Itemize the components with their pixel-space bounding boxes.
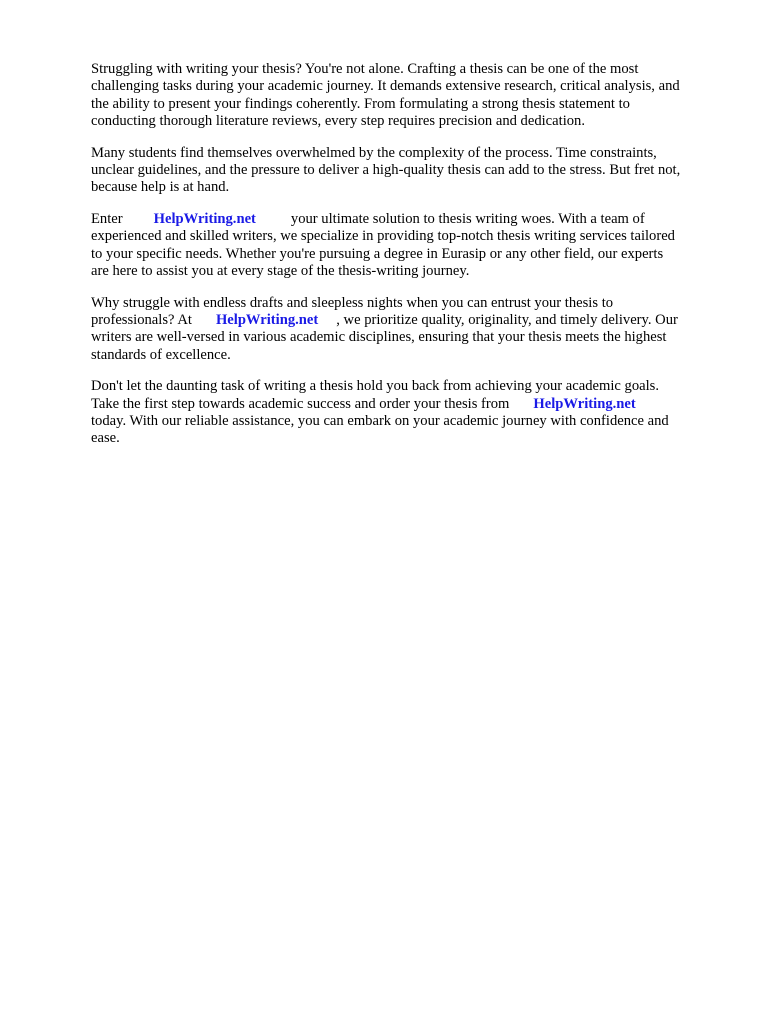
text-line: Many students find themselves overwhelmed by the complexity of the process. Time constraints, <box>91 144 657 161</box>
text-line: Why struggle with endless drafts and sleepless nights when you can entrust your thesis to <box>91 294 614 311</box>
paragraph-intro <box>91 61 721 130</box>
document-page <box>91 61 721 462</box>
text-line-with-link <box>91 312 721 329</box>
helpwriting-link[interactable]: HelpWriting.net <box>215 312 319 329</box>
text-line: today. With our reliable assistance, you can embark on your academic journey with confidence and <box>91 413 669 430</box>
paragraph-enter <box>91 211 721 280</box>
text-line: unclear guidelines, and the pressure to deliver a high-quality thesis can add to the stress. But fret not, <box>91 161 681 178</box>
text-fragment: professionals? At <box>91 312 192 329</box>
paragraph-why-struggle <box>91 295 721 364</box>
text-line-with-link <box>91 396 721 413</box>
text-fragment: your ultimate solution to thesis writing woes. With a team of <box>290 211 645 228</box>
paragraph-call-to-action <box>91 378 721 447</box>
text-line: ease. <box>91 430 120 447</box>
text-line: conducting thorough literature reviews, every step requires precision and dedication. <box>91 112 585 129</box>
text-line: standards of excellence. <box>91 346 231 363</box>
text-line: writers are well-versed in various academic disciplines, ensuring that your thesis meets the highest <box>91 329 667 346</box>
text-fragment: , we prioritize quality, originality, and timely delivery. Our <box>336 312 678 329</box>
text-line: are here to assist you at every stage of the thesis-writing journey. <box>91 262 470 279</box>
paragraph-overwhelmed <box>91 145 721 197</box>
text-line: the ability to present your findings coherently. From formulating a strong thesis statement to <box>91 95 630 112</box>
text-line: challenging tasks during your academic journey. It demands extensive research, critical analysis, and <box>91 78 680 95</box>
helpwriting-link[interactable]: HelpWriting.net <box>533 395 636 412</box>
text-line: Don't let the daunting task of writing a thesis hold you back from achieving your academic goals. <box>91 378 659 395</box>
text-fragment: Enter <box>91 211 123 228</box>
text-line: to your specific needs. Whether you're pursuing a degree in Eurasip or any other field, our experts <box>91 245 664 262</box>
text-fragment: Take the first step towards academic success and order your thesis from <box>91 395 510 412</box>
text-line: Struggling with writing your thesis? You're not alone. Crafting a thesis can be one of the most <box>91 61 639 77</box>
helpwriting-link[interactable]: HelpWriting.net <box>153 211 256 228</box>
text-line: because help is at hand. <box>91 179 230 196</box>
text-line: experienced and skilled writers, we specialize in providing top-notch thesis writing services tailored <box>91 228 675 245</box>
text-line-with-link <box>91 211 721 228</box>
